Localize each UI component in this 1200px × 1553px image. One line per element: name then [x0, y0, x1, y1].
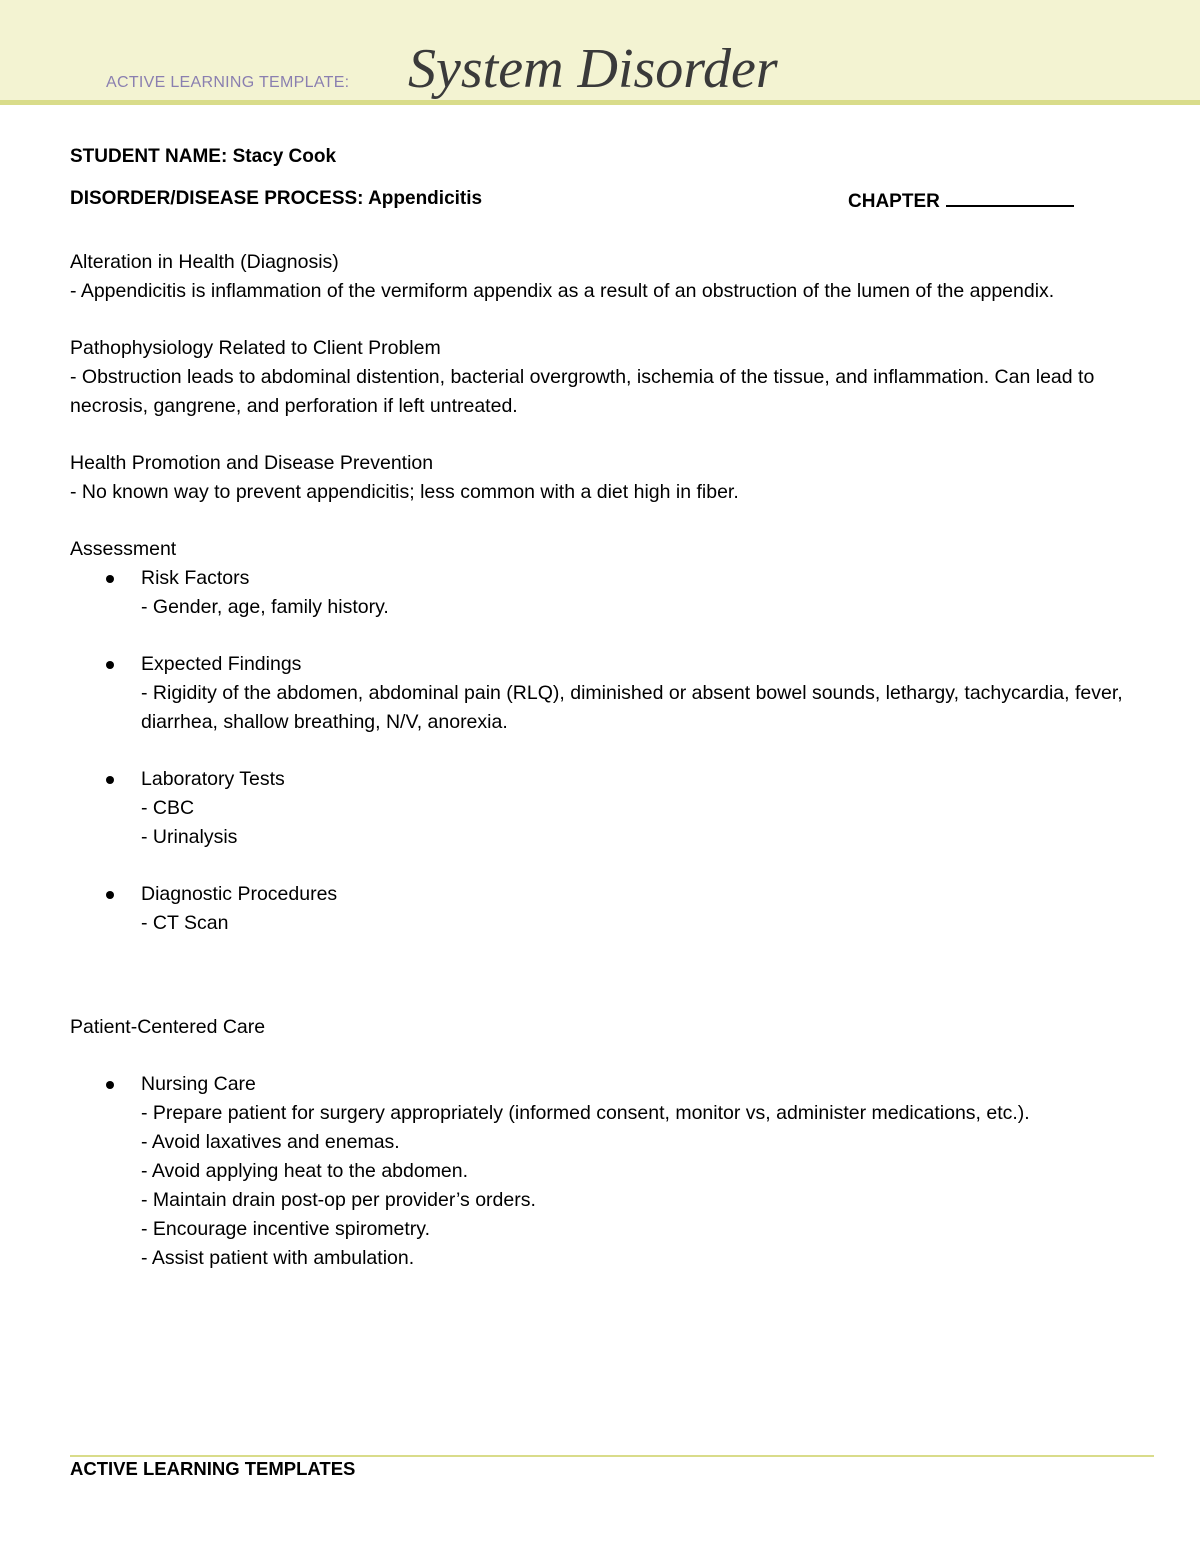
chapter-field: [848, 187, 1074, 214]
section-text: - No known way to prevent appendicitis; less common with a diet high in fiber.: [70, 481, 739, 503]
section-heading: Patient-Centered Care: [70, 1016, 266, 1038]
page-title: System Disorder: [408, 38, 778, 100]
student-name-label: STUDENT NAME:: [70, 146, 228, 167]
list-item-title: Expected Findings: [141, 653, 302, 675]
section-heading: Alteration in Health (Diagnosis): [70, 251, 339, 273]
list-item: [70, 650, 1130, 737]
disorder-label: DISORDER/DISEASE PROCESS:: [70, 188, 364, 209]
list-item-title: Laboratory Tests: [141, 768, 285, 790]
document-body: [70, 248, 1130, 1273]
list-item: [70, 880, 1130, 938]
chapter-blank: [946, 187, 1074, 207]
list-item-title: Risk Factors: [141, 567, 250, 589]
bullet-icon: [106, 891, 114, 899]
list-item-line: - Urinalysis: [141, 826, 238, 848]
section-alteration: [70, 248, 1130, 306]
section-heading: Health Promotion and Disease Prevention: [70, 452, 434, 474]
student-name-value: Stacy Cook: [232, 146, 337, 167]
section-text: - Obstruction leads to abdominal distention, bacterial overgrowth, ischemia of the tissue, and inflammation. Can lead to necrosis, gangrene, and perforation if left untreated.: [70, 366, 1095, 417]
list-item-line: - Maintain drain post-op per provider’s orders.: [141, 1189, 536, 1211]
list-item-line: - Assist patient with ambulation.: [141, 1247, 415, 1269]
list-item: [70, 564, 1130, 622]
section-patient-care: [70, 1013, 1130, 1273]
list-item-line: - Prepare patient for surgery appropriately (informed consent, monitor vs, administer medications, etc.).: [141, 1102, 1030, 1124]
footer-rule: [70, 1455, 1154, 1457]
student-name-field: [70, 145, 336, 169]
section-health-promotion: [70, 449, 1130, 507]
footer-label: ACTIVE LEARNING TEMPLATES: [70, 1458, 356, 1479]
list-item-line: - CBC: [141, 797, 195, 819]
disorder-value: Appendicitis: [368, 188, 483, 209]
list-item-line: - Rigidity of the abdomen, abdominal pain (RLQ), diminished or absent bowel sounds, lethargy, tachycardia, fever, diarrhea, shallow breathing, N/V, anorexia.: [141, 682, 1123, 733]
list-item-line: - Gender, age, family history.: [141, 596, 389, 618]
section-heading: Pathophysiology Related to Client Problem: [70, 337, 441, 359]
spacer: [70, 938, 1130, 1013]
list-item-line: - Avoid applying heat to the abdomen.: [141, 1160, 469, 1182]
bullet-icon: [106, 575, 114, 583]
list-item: [70, 765, 1130, 852]
list-item-title: Diagnostic Procedures: [141, 883, 338, 905]
disorder-field: [70, 187, 482, 211]
assessment-list: [70, 564, 1130, 938]
template-label: ACTIVE LEARNING TEMPLATE:: [106, 74, 350, 91]
section-assessment: [70, 535, 1130, 938]
bullet-icon: [106, 1081, 114, 1089]
list-item-line: - CT Scan: [141, 912, 229, 934]
patient-care-list: [70, 1070, 1130, 1273]
spacer: [70, 1042, 1130, 1070]
section-pathophysiology: [70, 334, 1130, 421]
bullet-icon: [106, 661, 114, 669]
section-text: - Appendicitis is inflammation of the vermiform appendix as a result of an obstruction of the lumen of the appendix.: [70, 280, 1055, 302]
section-heading: Assessment: [70, 538, 177, 560]
list-item: [70, 1070, 1130, 1273]
list-item-line: - Avoid laxatives and enemas.: [141, 1131, 400, 1153]
chapter-label: CHAPTER: [848, 191, 940, 212]
bullet-icon: [106, 776, 114, 784]
list-item-line: - Encourage incentive spirometry.: [141, 1218, 431, 1240]
list-item-title: Nursing Care: [141, 1073, 256, 1095]
